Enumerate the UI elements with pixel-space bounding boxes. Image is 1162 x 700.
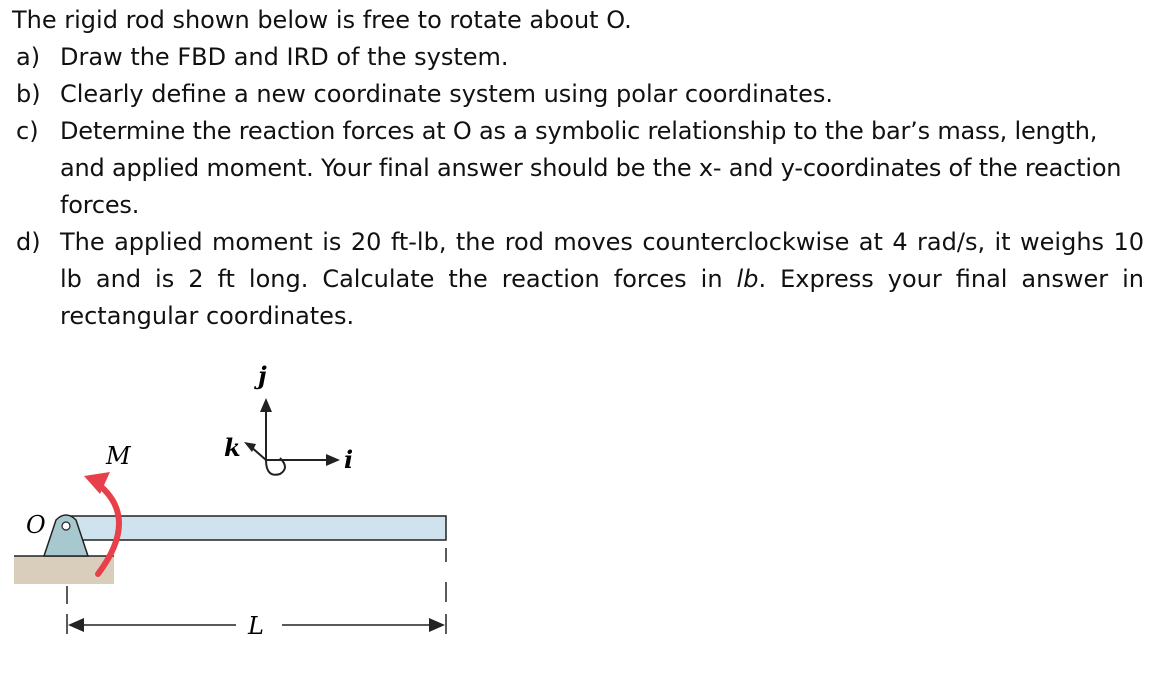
dim-arrowhead-right-icon [429,618,445,632]
i-axis-label: i [344,445,354,474]
part-d-text-after: . Express your final answer in rectangular coordinates. [60,265,1144,330]
problem-intro: The rigid rod shown below is free to rotate about O. [12,6,632,34]
i-arrowhead-icon [326,454,340,466]
part-c-text: Determine the reaction forces at O as a symbolic relationship to the bar’s mass, length, and applied moment. Your final answer should be the x- and y-coordinates of the reaction forces. [60,117,1122,219]
j-arrowhead-icon [260,398,272,412]
part-d-text [60,224,1144,335]
part-d-text-before: The applied moment is 20 ft-lb, the rod moves counterclockwise at 4 rad/s, it weighs 10 lb and is 2 ft long. Calculate the reaction forces in [60,228,1144,293]
pivot-label: O [26,511,46,539]
part-a [12,39,1144,76]
part-b-text: Clearly define a new coordinate system using polar coordinates. [60,80,833,108]
moment-label: M [106,442,131,470]
dim-arrowhead-left-icon [68,618,84,632]
part-b [12,76,1144,113]
pin-hole [62,522,70,530]
part-d-text-italic: lb [736,265,759,293]
part-c-label: c) [16,117,39,145]
part-a-label: a) [16,43,41,71]
problem-statement [12,2,1144,335]
part-d-label: d) [16,228,41,256]
length-label: L [248,612,264,640]
part-a-text: Draw the FBD and IRD of the system. [60,43,509,71]
j-axis-label: j [258,361,267,390]
part-b-label: b) [16,80,41,108]
part-d [12,224,1144,335]
rod-figure [0,350,480,650]
part-c [12,113,1144,224]
k-axis-label: k [224,433,241,462]
